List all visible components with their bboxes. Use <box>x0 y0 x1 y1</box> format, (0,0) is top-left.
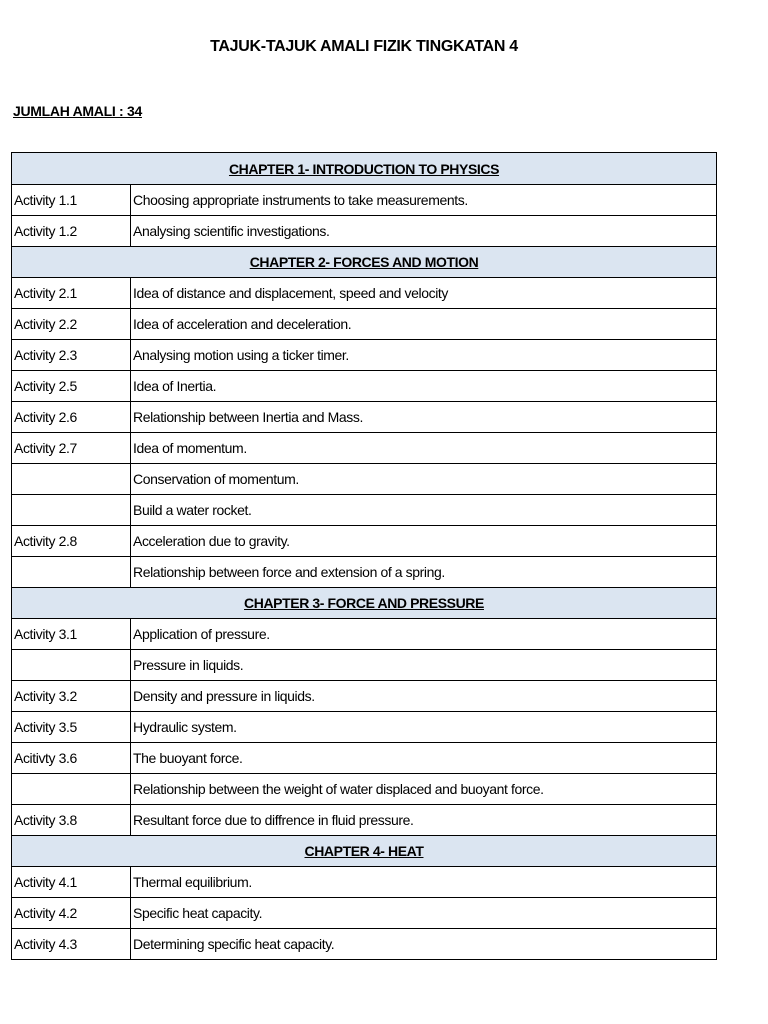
activity-id: Activity 3.2 <box>12 681 131 712</box>
activity-description: Relationship between the weight of water displaced and buoyant force. <box>131 774 717 805</box>
chapter-heading: CHAPTER 3- FORCE AND PRESSURE <box>12 588 717 619</box>
activity-table <box>11 152 717 960</box>
activity-id <box>12 464 131 495</box>
activity-id: Activity 2.3 <box>12 340 131 371</box>
activity-id: Activity 2.8 <box>12 526 131 557</box>
table-row <box>12 185 717 216</box>
activity-id: Activity 4.2 <box>12 898 131 929</box>
activity-description: Application of pressure. <box>131 619 717 650</box>
table-row <box>12 495 717 526</box>
activity-description: Analysing motion using a ticker timer. <box>131 340 717 371</box>
chapter-header-row <box>12 588 717 619</box>
activity-description: Determining specific heat capacity. <box>131 929 717 960</box>
chapter-heading: CHAPTER 2- FORCES AND MOTION <box>12 247 717 278</box>
table-row <box>12 619 717 650</box>
table-row <box>12 681 717 712</box>
table-row <box>12 650 717 681</box>
chapter-header-row <box>12 247 717 278</box>
table-row <box>12 805 717 836</box>
activity-id: Activity 1.2 <box>12 216 131 247</box>
activity-id <box>12 495 131 526</box>
activity-id: Activity 3.1 <box>12 619 131 650</box>
activity-id: Activity 1.1 <box>12 185 131 216</box>
activity-description: Relationship between force and extension of a spring. <box>131 557 717 588</box>
activity-id: Activity 3.5 <box>12 712 131 743</box>
activity-description: Conservation of momentum. <box>131 464 717 495</box>
table-row <box>12 898 717 929</box>
chapter-header-row <box>12 153 717 185</box>
chapter-heading: CHAPTER 1- INTRODUCTION TO PHYSICS <box>12 153 717 185</box>
activity-description: Relationship between Inertia and Mass. <box>131 402 717 433</box>
activity-description: Analysing scientific investigations. <box>131 216 717 247</box>
activity-description: The buoyant force. <box>131 743 717 774</box>
table-row <box>12 743 717 774</box>
activity-description: Idea of distance and displacement, speed and velocity <box>131 278 717 309</box>
activity-id: Activity 4.3 <box>12 929 131 960</box>
chapter-heading: CHAPTER 4- HEAT <box>12 836 717 867</box>
activity-id <box>12 557 131 588</box>
activity-id: Activity 2.6 <box>12 402 131 433</box>
activity-description: Choosing appropriate instruments to take measurements. <box>131 185 717 216</box>
chapter-header-row <box>12 836 717 867</box>
table-row <box>12 402 717 433</box>
activity-description: Idea of Inertia. <box>131 371 717 402</box>
activity-id <box>12 650 131 681</box>
activity-id: Activity 2.2 <box>12 309 131 340</box>
table-row <box>12 464 717 495</box>
total-practicals: JUMLAH AMALI : 34 <box>13 103 142 119</box>
activity-id <box>12 774 131 805</box>
activity-id: Acitivty 3.6 <box>12 743 131 774</box>
activity-description: Hydraulic system. <box>131 712 717 743</box>
table-row <box>12 340 717 371</box>
activity-description: Pressure in liquids. <box>131 650 717 681</box>
document-title: TAJUK-TAJUK AMALI FIZIK TINGKATAN 4 <box>210 38 518 55</box>
activity-id: Activity 3.8 <box>12 805 131 836</box>
table-row <box>12 216 717 247</box>
activity-id: Activity 2.5 <box>12 371 131 402</box>
table-row <box>12 309 717 340</box>
activity-description: Resultant force due to diffrence in fluid pressure. <box>131 805 717 836</box>
table-row <box>12 929 717 960</box>
table-row <box>12 371 717 402</box>
activity-description: Idea of momentum. <box>131 433 717 464</box>
table-row <box>12 712 717 743</box>
activity-description: Idea of acceleration and deceleration. <box>131 309 717 340</box>
activity-description: Density and pressure in liquids. <box>131 681 717 712</box>
activity-id: Activity 4.1 <box>12 867 131 898</box>
activity-description: Acceleration due to gravity. <box>131 526 717 557</box>
activity-description: Build a water rocket. <box>131 495 717 526</box>
table-row <box>12 526 717 557</box>
activity-id: Activity 2.7 <box>12 433 131 464</box>
table-row <box>12 557 717 588</box>
activity-description: Specific heat capacity. <box>131 898 717 929</box>
table-row <box>12 433 717 464</box>
activity-description: Thermal equilibrium. <box>131 867 717 898</box>
table-row <box>12 867 717 898</box>
activity-id: Activity 2.1 <box>12 278 131 309</box>
table-row <box>12 774 717 805</box>
table-row <box>12 278 717 309</box>
